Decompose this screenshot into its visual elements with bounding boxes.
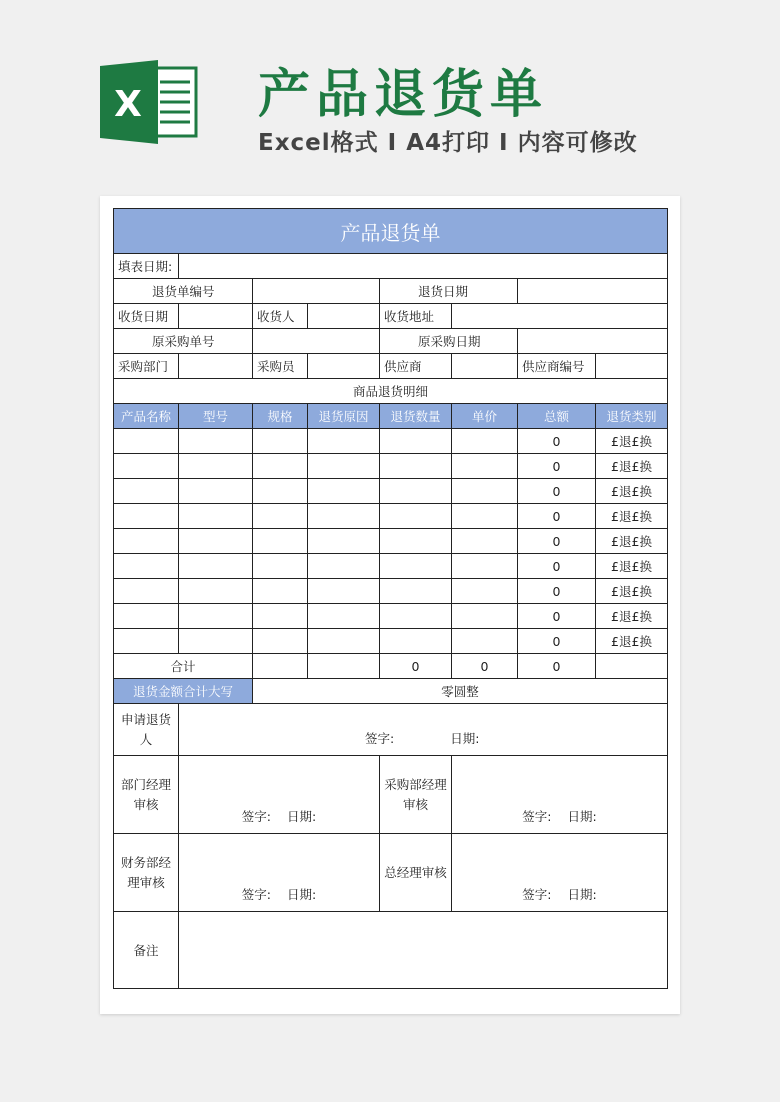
- row-cell[interactable]: [380, 554, 452, 579]
- fill-date-field[interactable]: [179, 254, 668, 279]
- sign-label: 签字:: [365, 731, 395, 746]
- row-cell[interactable]: [380, 429, 452, 454]
- return-date-label: 退货日期: [380, 279, 518, 304]
- row-cell[interactable]: [308, 604, 380, 629]
- row-cell[interactable]: [114, 554, 179, 579]
- row-cell[interactable]: [179, 529, 253, 554]
- row-cell[interactable]: [308, 454, 380, 479]
- form-sheet: [100, 196, 680, 1014]
- row-cell[interactable]: [114, 604, 179, 629]
- row-cell[interactable]: [452, 554, 518, 579]
- amount-words-value: 零圆整: [253, 679, 668, 704]
- receiver-field[interactable]: [308, 304, 380, 329]
- table-row: [114, 604, 668, 629]
- table-row: [114, 479, 668, 504]
- row-cell[interactable]: [308, 529, 380, 554]
- return-date-field[interactable]: [518, 279, 668, 304]
- row-cell[interactable]: [253, 454, 308, 479]
- column-header: 型号: [179, 404, 253, 429]
- row-cell[interactable]: [308, 429, 380, 454]
- row-total: 0: [518, 479, 596, 504]
- row-return-type[interactable]: £退£换: [596, 554, 668, 579]
- sign-label: 签字:: [522, 887, 552, 902]
- date-label: 日期:: [287, 887, 317, 902]
- row-cell[interactable]: [308, 579, 380, 604]
- purchase-dept-sign-field[interactable]: [452, 756, 668, 834]
- column-header: 总额: [518, 404, 596, 429]
- row-return-type[interactable]: £退£换: [596, 529, 668, 554]
- purchase-dept-field[interactable]: [179, 354, 253, 379]
- row-total: 0: [518, 454, 596, 479]
- sum-cell: [596, 654, 668, 679]
- row-cell[interactable]: [452, 504, 518, 529]
- row-cell[interactable]: [179, 454, 253, 479]
- return-no-label: 退货单编号: [114, 279, 253, 304]
- row-return-type[interactable]: £退£换: [596, 604, 668, 629]
- sum-price: 0: [452, 654, 518, 679]
- table-row: [114, 579, 668, 604]
- row-cell[interactable]: [253, 554, 308, 579]
- row-cell[interactable]: [179, 554, 253, 579]
- column-header: 规格: [253, 404, 308, 429]
- detail-rows: [114, 429, 668, 654]
- table-row: [114, 554, 668, 579]
- row-cell[interactable]: [114, 579, 179, 604]
- row-cell[interactable]: [114, 429, 179, 454]
- row-cell[interactable]: [253, 604, 308, 629]
- sum-cell: [308, 654, 380, 679]
- row-return-type[interactable]: £退£换: [596, 479, 668, 504]
- column-header: 产品名称: [114, 404, 179, 429]
- supplier-label: 供应商: [380, 354, 452, 379]
- column-header: 单价: [452, 404, 518, 429]
- row-cell[interactable]: [114, 454, 179, 479]
- row-return-type[interactable]: £退£换: [596, 629, 668, 654]
- po-date-label: 原采购日期: [380, 329, 518, 354]
- row-cell[interactable]: [308, 629, 380, 654]
- row-cell[interactable]: [253, 629, 308, 654]
- po-no-field[interactable]: [253, 329, 380, 354]
- buyer-label: 采购员: [253, 354, 308, 379]
- row-cell[interactable]: [114, 504, 179, 529]
- page-title: 产品退货单: [258, 65, 549, 125]
- receive-date-label: 收货日期: [114, 304, 179, 329]
- sum-total: 0: [518, 654, 596, 679]
- applicant-label: 申请退货人: [114, 704, 179, 756]
- date-label: 日期:: [567, 809, 597, 824]
- detail-title: 商品退货明细: [114, 379, 668, 404]
- row-return-type[interactable]: £退£换: [596, 504, 668, 529]
- return-form-table: [113, 208, 668, 989]
- gm-sign-field[interactable]: [452, 834, 668, 912]
- supplier-no-label: 供应商编号: [518, 354, 596, 379]
- row-cell[interactable]: [253, 504, 308, 529]
- row-cell[interactable]: [253, 579, 308, 604]
- row-cell[interactable]: [380, 454, 452, 479]
- row-cell[interactable]: [380, 604, 452, 629]
- row-cell[interactable]: [452, 579, 518, 604]
- row-cell[interactable]: [179, 429, 253, 454]
- row-cell[interactable]: [253, 529, 308, 554]
- sum-qty: 0: [380, 654, 452, 679]
- row-cell[interactable]: [380, 629, 452, 654]
- receive-date-field[interactable]: [179, 304, 253, 329]
- date-label: 日期:: [450, 731, 480, 746]
- row-total: 0: [518, 629, 596, 654]
- table-row: [114, 454, 668, 479]
- buyer-field[interactable]: [308, 354, 380, 379]
- row-cell[interactable]: [380, 504, 452, 529]
- dept-manager-label: 部门经理审核: [114, 756, 179, 834]
- row-cell[interactable]: [452, 529, 518, 554]
- remark-field[interactable]: [179, 912, 668, 989]
- supplier-field[interactable]: [452, 354, 518, 379]
- row-total: 0: [518, 604, 596, 629]
- receiver-label: 收货人: [253, 304, 308, 329]
- date-label: 日期:: [567, 887, 597, 902]
- table-row: [114, 529, 668, 554]
- detail-header-row: [114, 404, 668, 429]
- row-total: 0: [518, 529, 596, 554]
- row-cell[interactable]: [452, 479, 518, 504]
- row-cell[interactable]: [179, 479, 253, 504]
- column-header: 退货原因: [308, 404, 380, 429]
- sum-cell: [253, 654, 308, 679]
- row-cell[interactable]: [380, 579, 452, 604]
- page-subtitle: Excel格式 I A4打印 I 内容可修改: [258, 130, 638, 156]
- row-cell[interactable]: [114, 479, 179, 504]
- remark-label: 备注: [114, 912, 179, 989]
- row-cell[interactable]: [114, 529, 179, 554]
- column-header: 退货数量: [380, 404, 452, 429]
- row-total: 0: [518, 429, 596, 454]
- row-total: 0: [518, 504, 596, 529]
- row-cell[interactable]: [114, 629, 179, 654]
- po-no-label: 原采购单号: [114, 329, 253, 354]
- supplier-no-field[interactable]: [596, 354, 668, 379]
- row-return-type[interactable]: £退£换: [596, 454, 668, 479]
- row-cell[interactable]: [179, 629, 253, 654]
- amount-words-label: 退货金额合计大写: [114, 679, 253, 704]
- banner: [0, 0, 780, 190]
- gm-label: 总经理审核: [380, 834, 452, 912]
- fill-date-label: 填表日期:: [114, 254, 179, 279]
- svg-text:X: X: [114, 84, 142, 125]
- row-cell[interactable]: [253, 429, 308, 454]
- table-row: [114, 429, 668, 454]
- purchase-dept-review-label: 采购部经理审核: [380, 756, 452, 834]
- receive-address-field[interactable]: [452, 304, 668, 329]
- finance-sign-field[interactable]: [179, 834, 380, 912]
- po-date-field[interactable]: [518, 329, 668, 354]
- finance-label: 财务部经理审核: [114, 834, 179, 912]
- row-cell[interactable]: [179, 579, 253, 604]
- form-title: 产品退货单: [114, 209, 668, 254]
- sign-label: 签字:: [241, 809, 271, 824]
- sign-label: 签字:: [522, 809, 552, 824]
- row-cell[interactable]: [380, 479, 452, 504]
- row-total: 0: [518, 554, 596, 579]
- row-cell[interactable]: [308, 504, 380, 529]
- row-cell[interactable]: [452, 429, 518, 454]
- table-row: [114, 629, 668, 654]
- sum-label: 合计: [114, 654, 253, 679]
- row-cell[interactable]: [179, 504, 253, 529]
- purchase-dept-label: 采购部门: [114, 354, 179, 379]
- row-cell[interactable]: [179, 604, 253, 629]
- row-cell[interactable]: [452, 629, 518, 654]
- row-cell[interactable]: [380, 529, 452, 554]
- row-cell[interactable]: [452, 604, 518, 629]
- row-return-type[interactable]: £退£换: [596, 579, 668, 604]
- receive-address-label: 收货地址: [380, 304, 452, 329]
- row-cell[interactable]: [308, 479, 380, 504]
- return-no-field[interactable]: [253, 279, 380, 304]
- sign-label: 签字:: [241, 887, 271, 902]
- row-cell[interactable]: [308, 554, 380, 579]
- row-cell[interactable]: [452, 454, 518, 479]
- table-row: [114, 504, 668, 529]
- column-header: 退货类别: [596, 404, 668, 429]
- row-total: 0: [518, 579, 596, 604]
- excel-logo-icon: [100, 60, 198, 144]
- row-return-type[interactable]: £退£换: [596, 429, 668, 454]
- applicant-sign-field[interactable]: [179, 704, 668, 756]
- dept-manager-sign-field[interactable]: [179, 756, 380, 834]
- row-cell[interactable]: [253, 479, 308, 504]
- date-label: 日期:: [287, 809, 317, 824]
